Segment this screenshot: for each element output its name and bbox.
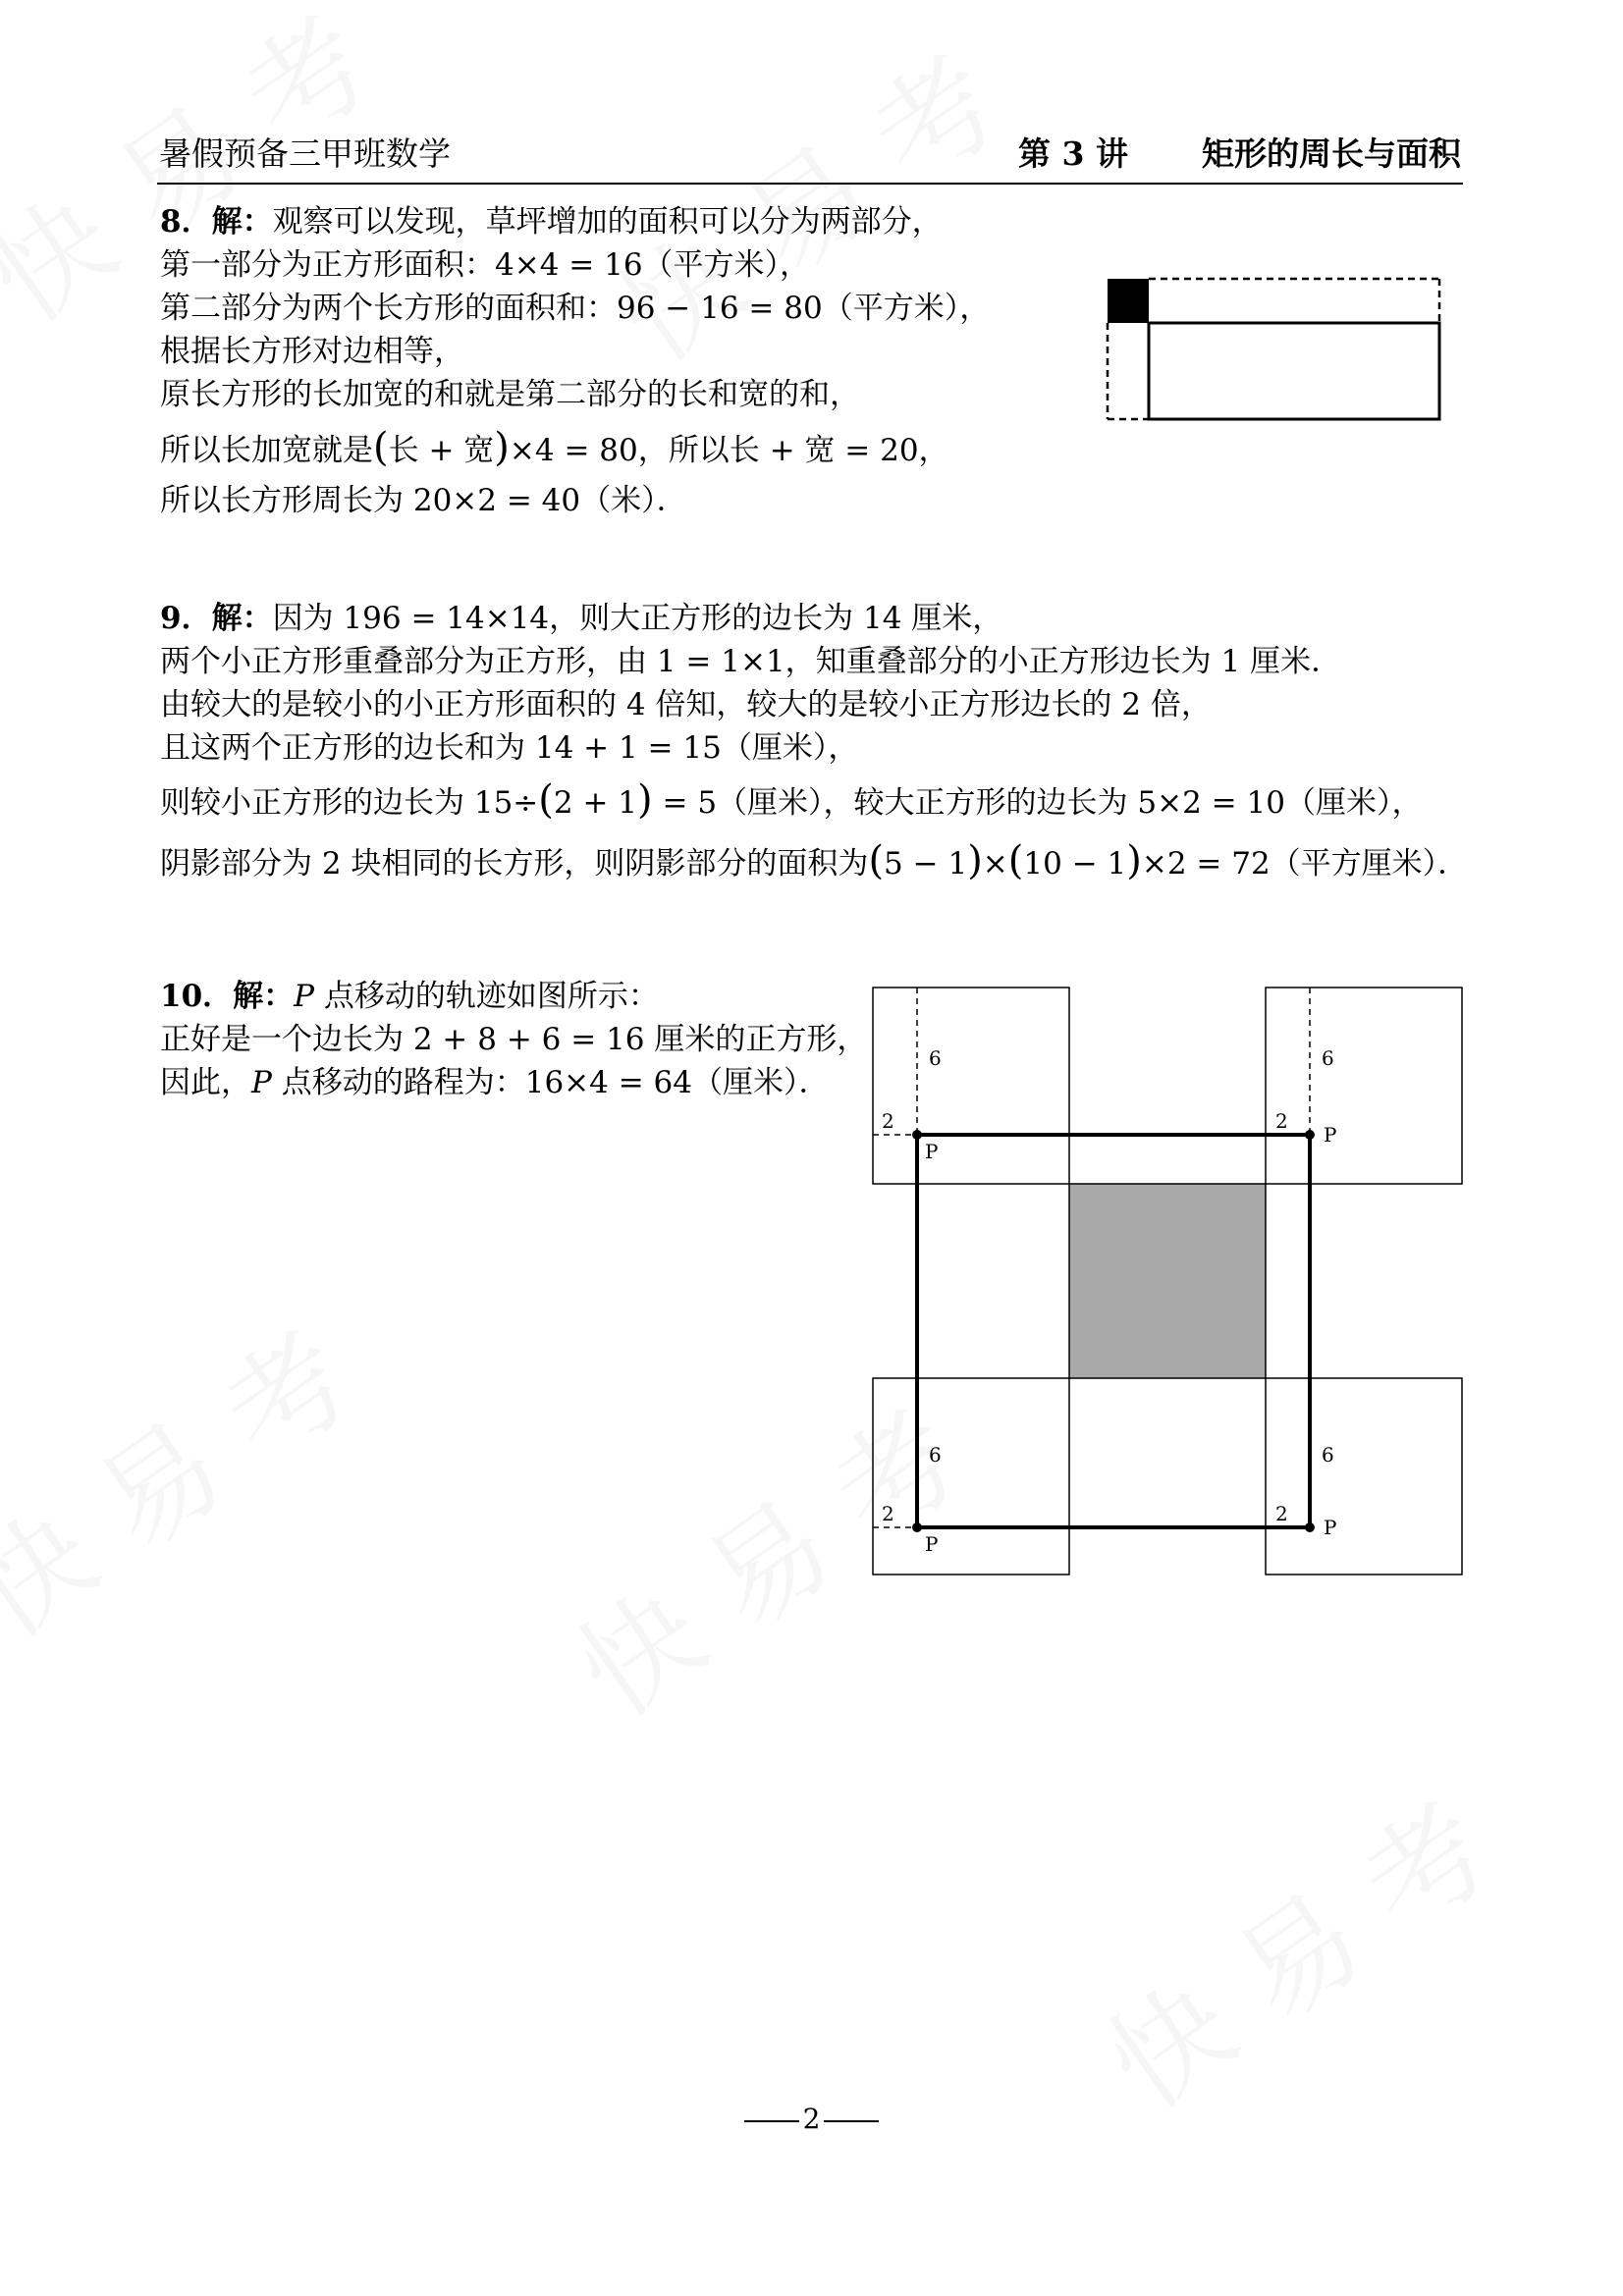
solution-line	[160, 597, 1468, 640]
corner-square-top-left	[873, 988, 1069, 1184]
solution-text: 点移动的路程为：16×4 = 64（厘米）．	[281, 1065, 830, 1100]
point-label-p: P	[925, 1532, 939, 1556]
lecture-number: 第 3 讲	[1018, 134, 1128, 173]
solution-line: 第一部分为正方形面积：4×4 = 16（平方米），	[160, 247, 811, 283]
solution-line: 阴影部分为 2 块相同的长方形，则阴影部分的面积为(5 − 1)×(10 − 1)×2 = 72（平方厘米）．	[160, 838, 1469, 883]
course-title: 暑假预备三甲班数学	[159, 134, 451, 173]
point-p	[1305, 1130, 1315, 1140]
point-p	[912, 1130, 922, 1140]
solution-text: 阴影部分为 2 块相同的长方形，则阴影部分的面积为	[160, 846, 869, 881]
page-header	[157, 133, 1463, 185]
solution-line	[160, 975, 867, 1018]
figure-8-lawn-diagram	[1105, 276, 1444, 423]
problem-number: 9．	[160, 601, 212, 636]
page-number: 2	[802, 2103, 821, 2135]
corner-square-bottom-right	[1266, 1378, 1462, 1575]
solution-text: 则较小正方形的边长为 15÷	[160, 785, 539, 821]
point-variable: P	[251, 1065, 272, 1100]
length-label-6: 6	[929, 1046, 942, 1070]
solution-text: 因为 196 = 14×14，则大正方形的边长为 14 厘米，	[272, 601, 1003, 636]
point-label-p: P	[1324, 1516, 1337, 1539]
solution-line: 则较小正方形的边长为 15÷(2 + 1) = 5（厘米），较大正方形的边长为 5×2 = 10（厘米），	[160, 777, 1423, 823]
solution-line: 两个小正方形重叠部分为正方形，由 1 = 1×1，知重叠部分的小正方形边长为 1 厘米．	[160, 644, 1342, 679]
solution-line: 由较大的是较小的小正方形面积的 4 倍知，较大的是较小正方形边长的 2 倍，	[160, 687, 1212, 722]
footer-rule	[824, 2120, 879, 2122]
math-expression: 2 + 1	[553, 785, 638, 821]
watermark	[1070, 1757, 1518, 2141]
corner-square-top-right	[1266, 988, 1462, 1184]
math-expression: 5 − 1	[884, 846, 968, 881]
solution-line: 所以长方形周长为 20×2 = 40（米）．	[160, 483, 687, 518]
solution-9	[160, 597, 1468, 891]
math-expression: ×	[982, 846, 1008, 881]
solution-lead: 解：	[233, 979, 295, 1014]
watermark	[0, 1286, 379, 1670]
figure-10-path-diagram	[870, 985, 1465, 1576]
length-label-2: 2	[1275, 1502, 1288, 1525]
solution-line: 且这两个正方形的边长和为 14 + 1 = 15（厘米），	[160, 730, 859, 766]
length-label-2: 2	[1275, 1109, 1288, 1133]
original-rectangle	[1149, 323, 1439, 419]
solution-line: 正好是一个边长为 2 + 8 + 6 = 16 厘米的正方形，	[160, 1022, 868, 1057]
math-expression: 10 − 1	[1023, 846, 1127, 881]
length-label-6: 6	[929, 1443, 942, 1467]
solution-10	[160, 975, 867, 1104]
solution-text: ×2 = 72（平方厘米）．	[1141, 846, 1469, 881]
solution-text: 点移动的轨迹如图所示：	[323, 979, 659, 1014]
point-label-p: P	[1324, 1123, 1337, 1147]
solution-lead: 解：	[211, 204, 273, 240]
solution-line	[160, 1061, 867, 1104]
solution-line: 第二部分为两个长方形的面积和：96 − 16 = 80（平方米），	[160, 291, 991, 326]
point-p	[912, 1522, 922, 1532]
problem-number: 8．	[160, 204, 212, 240]
length-label-2: 2	[882, 1502, 894, 1525]
solution-text: = 5（厘米），较大正方形的边长为 5×2 = 10（厘米），	[652, 785, 1423, 821]
solution-text: 因此，	[160, 1065, 251, 1100]
problem-number: 10．	[160, 979, 234, 1014]
length-label-6: 6	[1322, 1046, 1334, 1070]
solution-8	[160, 200, 990, 522]
page-footer	[0, 2103, 1623, 2135]
math-expression: 长 + 宽	[388, 433, 495, 468]
point-variable: P	[294, 979, 314, 1014]
length-label-6: 6	[1322, 1443, 1334, 1467]
solution-line: 根据长方形对边相等，	[160, 334, 464, 369]
solution-line: 原长方形的长加宽的和就是第二部分的长和宽的和，	[160, 377, 860, 412]
corner-square	[1108, 279, 1149, 323]
shaded-center-square	[1069, 1184, 1266, 1378]
footer-rule	[744, 2120, 799, 2122]
length-label-2: 2	[882, 1109, 894, 1133]
solution-lead: 解：	[211, 601, 273, 636]
point-label-p: P	[925, 1140, 939, 1163]
point-p	[1305, 1522, 1315, 1532]
solution-line: 所以长加宽就是(长 + 宽)×4 = 80，所以长 + 宽 = 20，	[160, 425, 949, 470]
solution-text: 观察可以发现，草坪增加的面积可以分为两部分，	[272, 204, 943, 240]
lecture-topic: 矩形的周长与面积	[1202, 134, 1461, 173]
corner-square-bottom-left	[873, 1378, 1069, 1575]
solution-text: 所以长加宽就是	[160, 433, 373, 468]
solution-line	[160, 200, 990, 243]
math-expression: ×4 = 80，所以长 + 宽 = 20，	[509, 433, 949, 468]
